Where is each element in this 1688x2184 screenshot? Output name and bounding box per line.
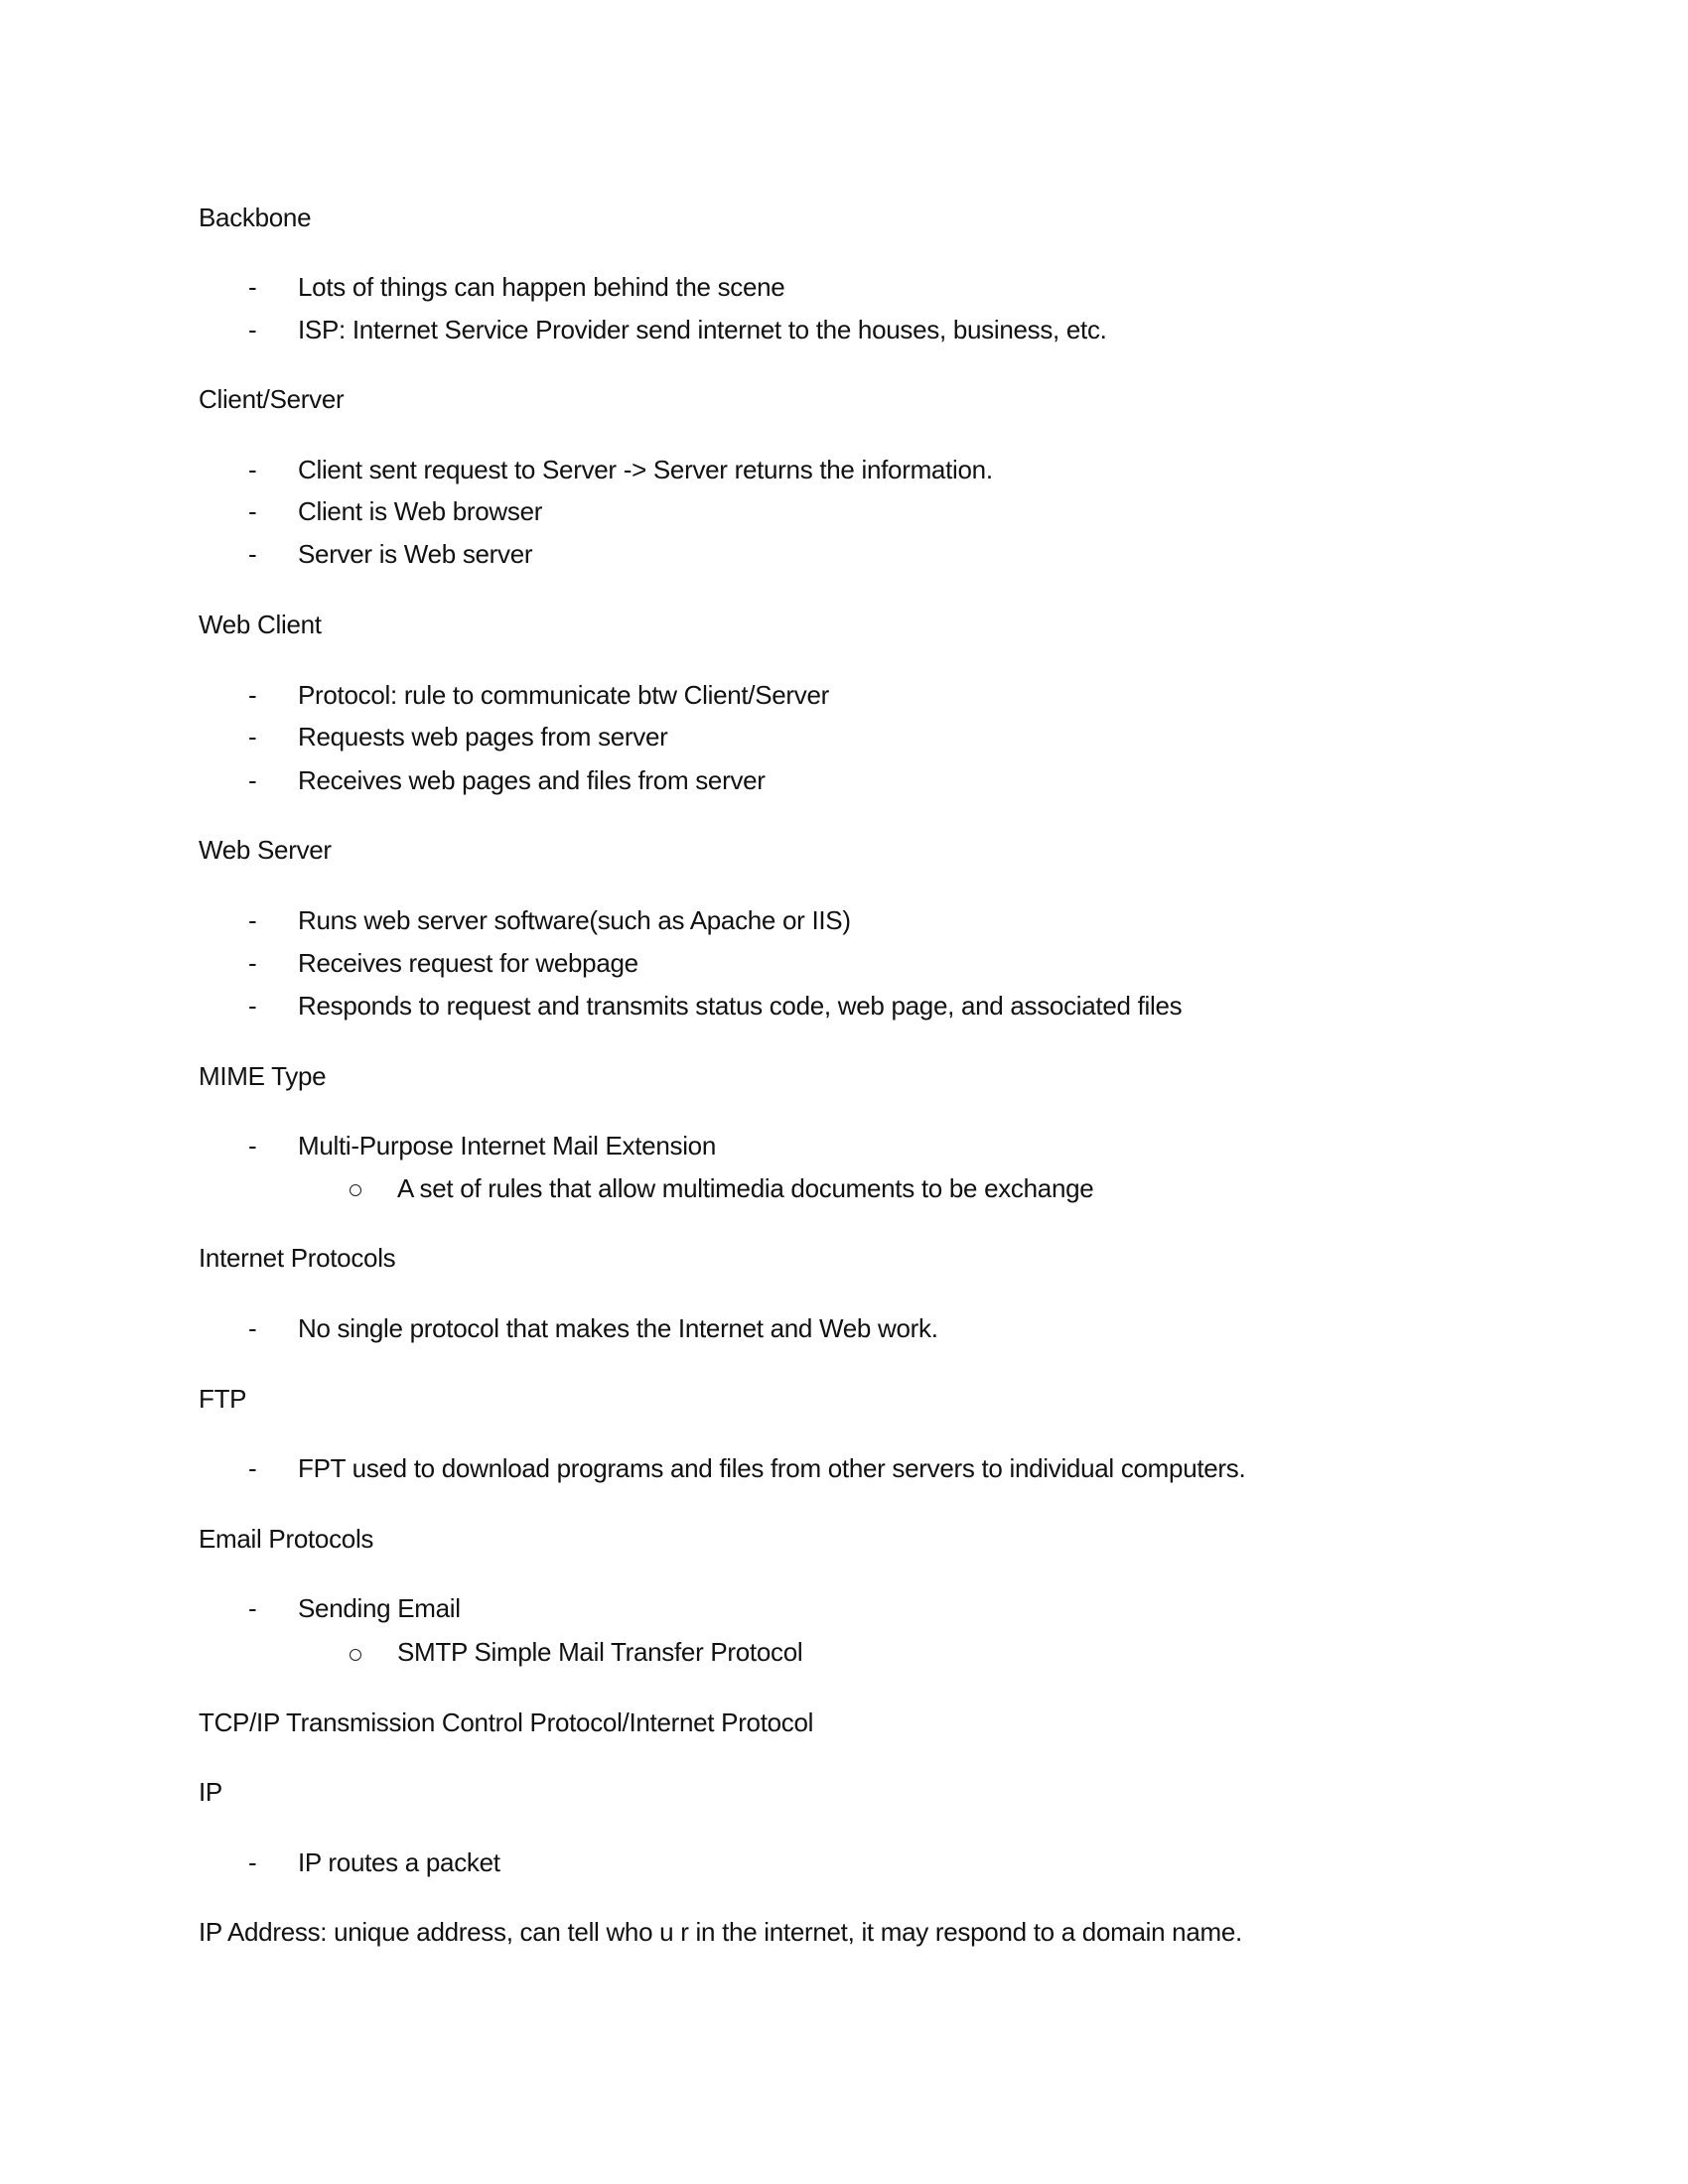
bullet-item: Lots of things can happen behind the scene <box>298 272 785 302</box>
section-heading-ftp: FTP <box>199 1384 247 1414</box>
circle-bullet-icon <box>350 1649 361 1661</box>
dash-bullet-marker: - <box>248 948 257 978</box>
sub-bullet-item: SMTP Simple Mail Transfer Protocol <box>397 1637 803 1667</box>
section-heading-backbone: Backbone <box>199 203 312 232</box>
bullet-item: Responds to request and transmits status code, web page, and associated files <box>298 991 1183 1021</box>
dash-bullet-marker: - <box>248 991 257 1021</box>
dash-bullet-marker: - <box>248 680 257 710</box>
bullet-item: FPT used to download programs and files from other servers to individual computers. <box>298 1453 1246 1483</box>
section-heading-email-protocols: Email Protocols <box>199 1524 374 1554</box>
dash-bullet-marker: - <box>248 765 257 795</box>
bullet-item: No single protocol that makes the Internet and Web work. <box>298 1313 938 1343</box>
bullet-item: Client sent request to Server -> Server returns the information. <box>298 455 993 484</box>
bullet-item: IP routes a packet <box>298 1847 500 1877</box>
ip-address-definition: IP Address: unique address, can tell who u r in the internet, it may respond to a domain name. <box>199 1917 1242 1947</box>
section-heading-web-server: Web Server <box>199 835 332 865</box>
bullet-item: ISP: Internet Service Provider send internet to the houses, business, etc. <box>298 315 1107 344</box>
sub-bullet-item: A set of rules that allow multimedia documents to be exchange <box>397 1173 1094 1203</box>
section-heading-tcp-ip: TCP/IP Transmission Control Protocol/Internet Protocol <box>199 1707 814 1737</box>
section-heading-internet-protocols: Internet Protocols <box>199 1243 396 1273</box>
section-heading-mime-type: MIME Type <box>199 1061 327 1091</box>
dash-bullet-marker: - <box>248 455 257 484</box>
bullet-item: Server is Web server <box>298 539 533 569</box>
bullet-item: Client is Web browser <box>298 496 543 526</box>
bullet-item: Protocol: rule to communicate btw Client/Server <box>298 680 830 710</box>
dash-bullet-marker: - <box>248 1453 257 1483</box>
section-heading-client-server: Client/Server <box>199 384 345 414</box>
circle-bullet-icon <box>350 1184 361 1196</box>
bullet-item: Runs web server software(such as Apache or IIS) <box>298 905 851 935</box>
dash-bullet-marker: - <box>248 1131 257 1160</box>
bullet-item: Receives web pages and files from server <box>298 765 766 795</box>
bullet-item: Multi-Purpose Internet Mail Extension <box>298 1131 716 1160</box>
dash-bullet-marker: - <box>248 315 257 344</box>
section-heading-web-client: Web Client <box>199 610 322 639</box>
bullet-item: Requests web pages from server <box>298 722 668 751</box>
dash-bullet-marker: - <box>248 272 257 302</box>
section-heading-ip: IP <box>199 1777 222 1807</box>
dash-bullet-marker: - <box>248 1847 257 1877</box>
dash-bullet-marker: - <box>248 905 257 935</box>
dash-bullet-marker: - <box>248 539 257 569</box>
dash-bullet-marker: - <box>248 496 257 526</box>
dash-bullet-marker: - <box>248 1313 257 1343</box>
dash-bullet-marker: - <box>248 1593 257 1623</box>
bullet-item: Receives request for webpage <box>298 948 638 978</box>
bullet-item: Sending Email <box>298 1593 461 1623</box>
dash-bullet-marker: - <box>248 722 257 751</box>
